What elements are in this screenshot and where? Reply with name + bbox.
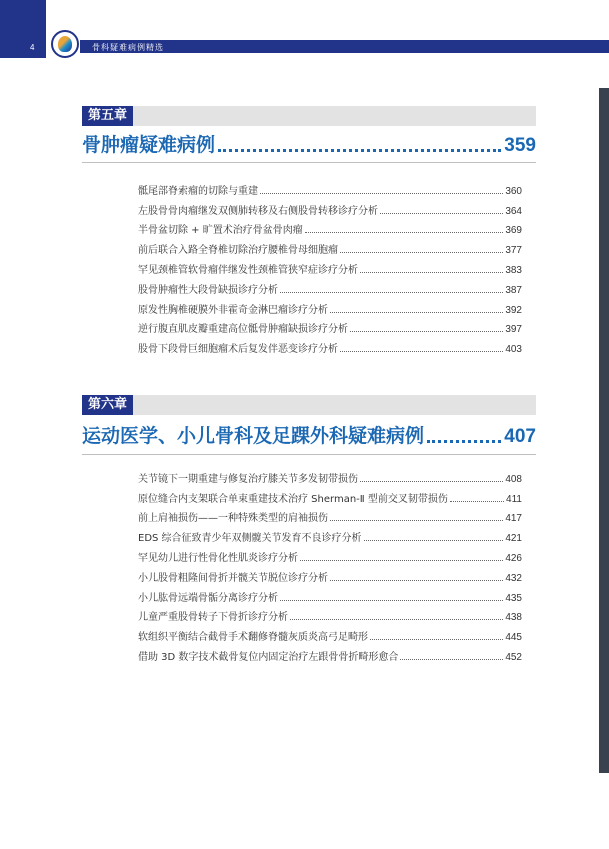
chapter-label: 第五章 — [82, 106, 133, 126]
page-number: 4 — [30, 43, 35, 52]
leader-dots — [305, 232, 504, 233]
toc-entry-page: 435 — [505, 592, 522, 604]
toc-entry-title: 前上肩袖损伤——一种特殊类型的肩袖损伤 — [138, 513, 328, 525]
toc-entry[interactable] — [138, 197, 522, 217]
toc-entry-page: 432 — [505, 572, 522, 584]
leader-dots — [364, 540, 504, 541]
toc-entry-title: 前后联合入路全脊椎切除治疗腰椎骨母细胞瘤 — [138, 245, 338, 257]
leader-dots — [370, 639, 503, 640]
toc-entry-page: 411 — [506, 493, 522, 505]
toc-entry-title: 小儿肱骨远端骨骺分离诊疗分析 — [138, 592, 278, 604]
chapter-bar — [82, 395, 536, 415]
toc-entry-page: 421 — [505, 533, 522, 545]
leader-dots — [260, 193, 503, 194]
chapter-title: 运动医学、小儿骨科及足踝外科疑难病例 — [82, 425, 425, 447]
toc-entry-page: 377 — [505, 245, 522, 257]
toc-entry[interactable] — [138, 505, 522, 525]
toc-entry-page: 392 — [505, 304, 522, 316]
header-corner-block — [0, 0, 46, 58]
toc-entry[interactable] — [138, 465, 522, 485]
chapter-page: 407 — [504, 426, 536, 447]
toc-entry-title: 关节镜下一期重建与修复治疗膝关节多发韧带损伤 — [138, 473, 358, 485]
leader-dots — [360, 272, 503, 273]
toc-entry-title: 罕见幼儿进行性骨化性肌炎诊疗分析 — [138, 552, 298, 564]
toc-entry-title: 小儿股骨粗隆间骨折并髋关节脱位诊疗分析 — [138, 572, 328, 584]
chapter-title-row[interactable] — [82, 422, 536, 448]
toc-entry[interactable] — [138, 217, 522, 237]
toc-entry-title: 软组织平衡结合截骨手术翻修脊髓灰质炎高弓足畸形 — [138, 632, 368, 644]
toc-entry-page: 452 — [505, 651, 522, 663]
toc-entry-title: 原发性胸椎硬膜外非霍奇金淋巴瘤诊疗分析 — [138, 304, 328, 316]
chapter-title: 骨肿瘤疑难病例 — [82, 134, 216, 156]
chapter-label: 第六章 — [82, 395, 133, 415]
chapter-title-row[interactable] — [82, 131, 536, 157]
toc-entry[interactable] — [138, 564, 522, 584]
leader-dots — [427, 440, 501, 443]
toc-entry-page: 445 — [505, 632, 522, 644]
leader-dots — [400, 659, 503, 660]
toc-entry-page: 360 — [505, 185, 522, 197]
toc-entry-title: 左股骨骨肉瘤继发双侧肺转移及右侧股骨转移诊疗分析 — [138, 205, 378, 217]
toc-entry-title: 半骨盆切除 + 旷置术治疗骨盆骨肉瘤 — [138, 225, 303, 237]
toc-entry-page: 387 — [505, 284, 522, 296]
leader-dots — [340, 351, 503, 352]
leader-dots — [360, 481, 503, 482]
leader-dots — [330, 580, 503, 581]
chapter-bar — [82, 106, 536, 126]
leader-dots — [280, 292, 503, 293]
toc-list — [138, 465, 522, 663]
toc-entry-title: 原位缝合内支架联合单束重建技术治疗 Sherman-Ⅱ 型前交叉韧带损伤 — [138, 493, 448, 505]
toc-entry-page: 397 — [505, 324, 522, 336]
chapter-page: 359 — [504, 135, 536, 156]
toc-entry-page: 383 — [505, 264, 522, 276]
toc-entry-title: 股骨下段骨巨细胞瘤术后复发伴恶变诊疗分析 — [138, 344, 338, 356]
toc-entry-page: 364 — [505, 205, 522, 217]
toc-entry[interactable] — [138, 316, 522, 336]
leader-dots — [340, 252, 503, 253]
toc-entry[interactable] — [138, 544, 522, 564]
toc-list — [138, 177, 522, 355]
leader-dots — [218, 149, 501, 152]
toc-entry-title: 借助 3D 数字技术截骨复位内固定治疗左跟骨骨折畸形愈合 — [138, 651, 399, 663]
toc-entry[interactable] — [138, 177, 522, 197]
leader-dots — [300, 560, 503, 561]
toc-entry-page: 417 — [505, 513, 522, 525]
toc-entry-page: 426 — [505, 552, 522, 564]
leader-dots — [330, 312, 503, 313]
leader-dots — [350, 331, 503, 332]
toc-entry[interactable] — [138, 335, 522, 355]
toc-entry-page: 403 — [505, 344, 522, 356]
leader-dots — [290, 619, 503, 620]
toc-entry[interactable] — [138, 604, 522, 624]
leader-dots — [380, 213, 503, 214]
toc-entry[interactable] — [138, 276, 522, 296]
toc-entry-title: EDS 综合征致青少年双侧髋关节发育不良诊疗分析 — [138, 533, 362, 545]
side-stripe — [599, 88, 609, 773]
toc-entry[interactable] — [138, 296, 522, 316]
toc-entry[interactable] — [138, 524, 522, 544]
toc-entry-title: 罕见颈椎管软骨瘤伴继发性颈椎管狭窄症诊疗分析 — [138, 264, 358, 276]
toc-entry-title: 逆行腹直肌皮瓣重建高位骶骨肿瘤缺损诊疗分析 — [138, 324, 348, 336]
toc-entry-title: 股骨肿瘤性大段骨缺损诊疗分析 — [138, 284, 278, 296]
toc-entry[interactable] — [138, 623, 522, 643]
leader-dots — [450, 501, 504, 502]
running-title: 骨科疑难病例精选 — [92, 43, 164, 52]
book-logo-icon — [51, 30, 79, 58]
chapter-rule — [82, 454, 536, 455]
toc-entry-title: 儿童严重股骨转子下骨折诊疗分析 — [138, 612, 288, 624]
toc-entry[interactable] — [138, 643, 522, 663]
toc-entry[interactable] — [138, 485, 522, 505]
toc-entry[interactable] — [138, 236, 522, 256]
leader-dots — [280, 600, 503, 601]
toc-entry-title: 骶尾部脊索瘤的切除与重建 — [138, 185, 258, 197]
toc-entry-page: 408 — [505, 473, 522, 485]
toc-entry[interactable] — [138, 256, 522, 276]
toc-entry-page: 438 — [505, 612, 522, 624]
toc-entry-page: 369 — [505, 225, 522, 237]
toc-entry[interactable] — [138, 584, 522, 604]
leader-dots — [330, 520, 503, 521]
chapter-rule — [82, 162, 536, 163]
